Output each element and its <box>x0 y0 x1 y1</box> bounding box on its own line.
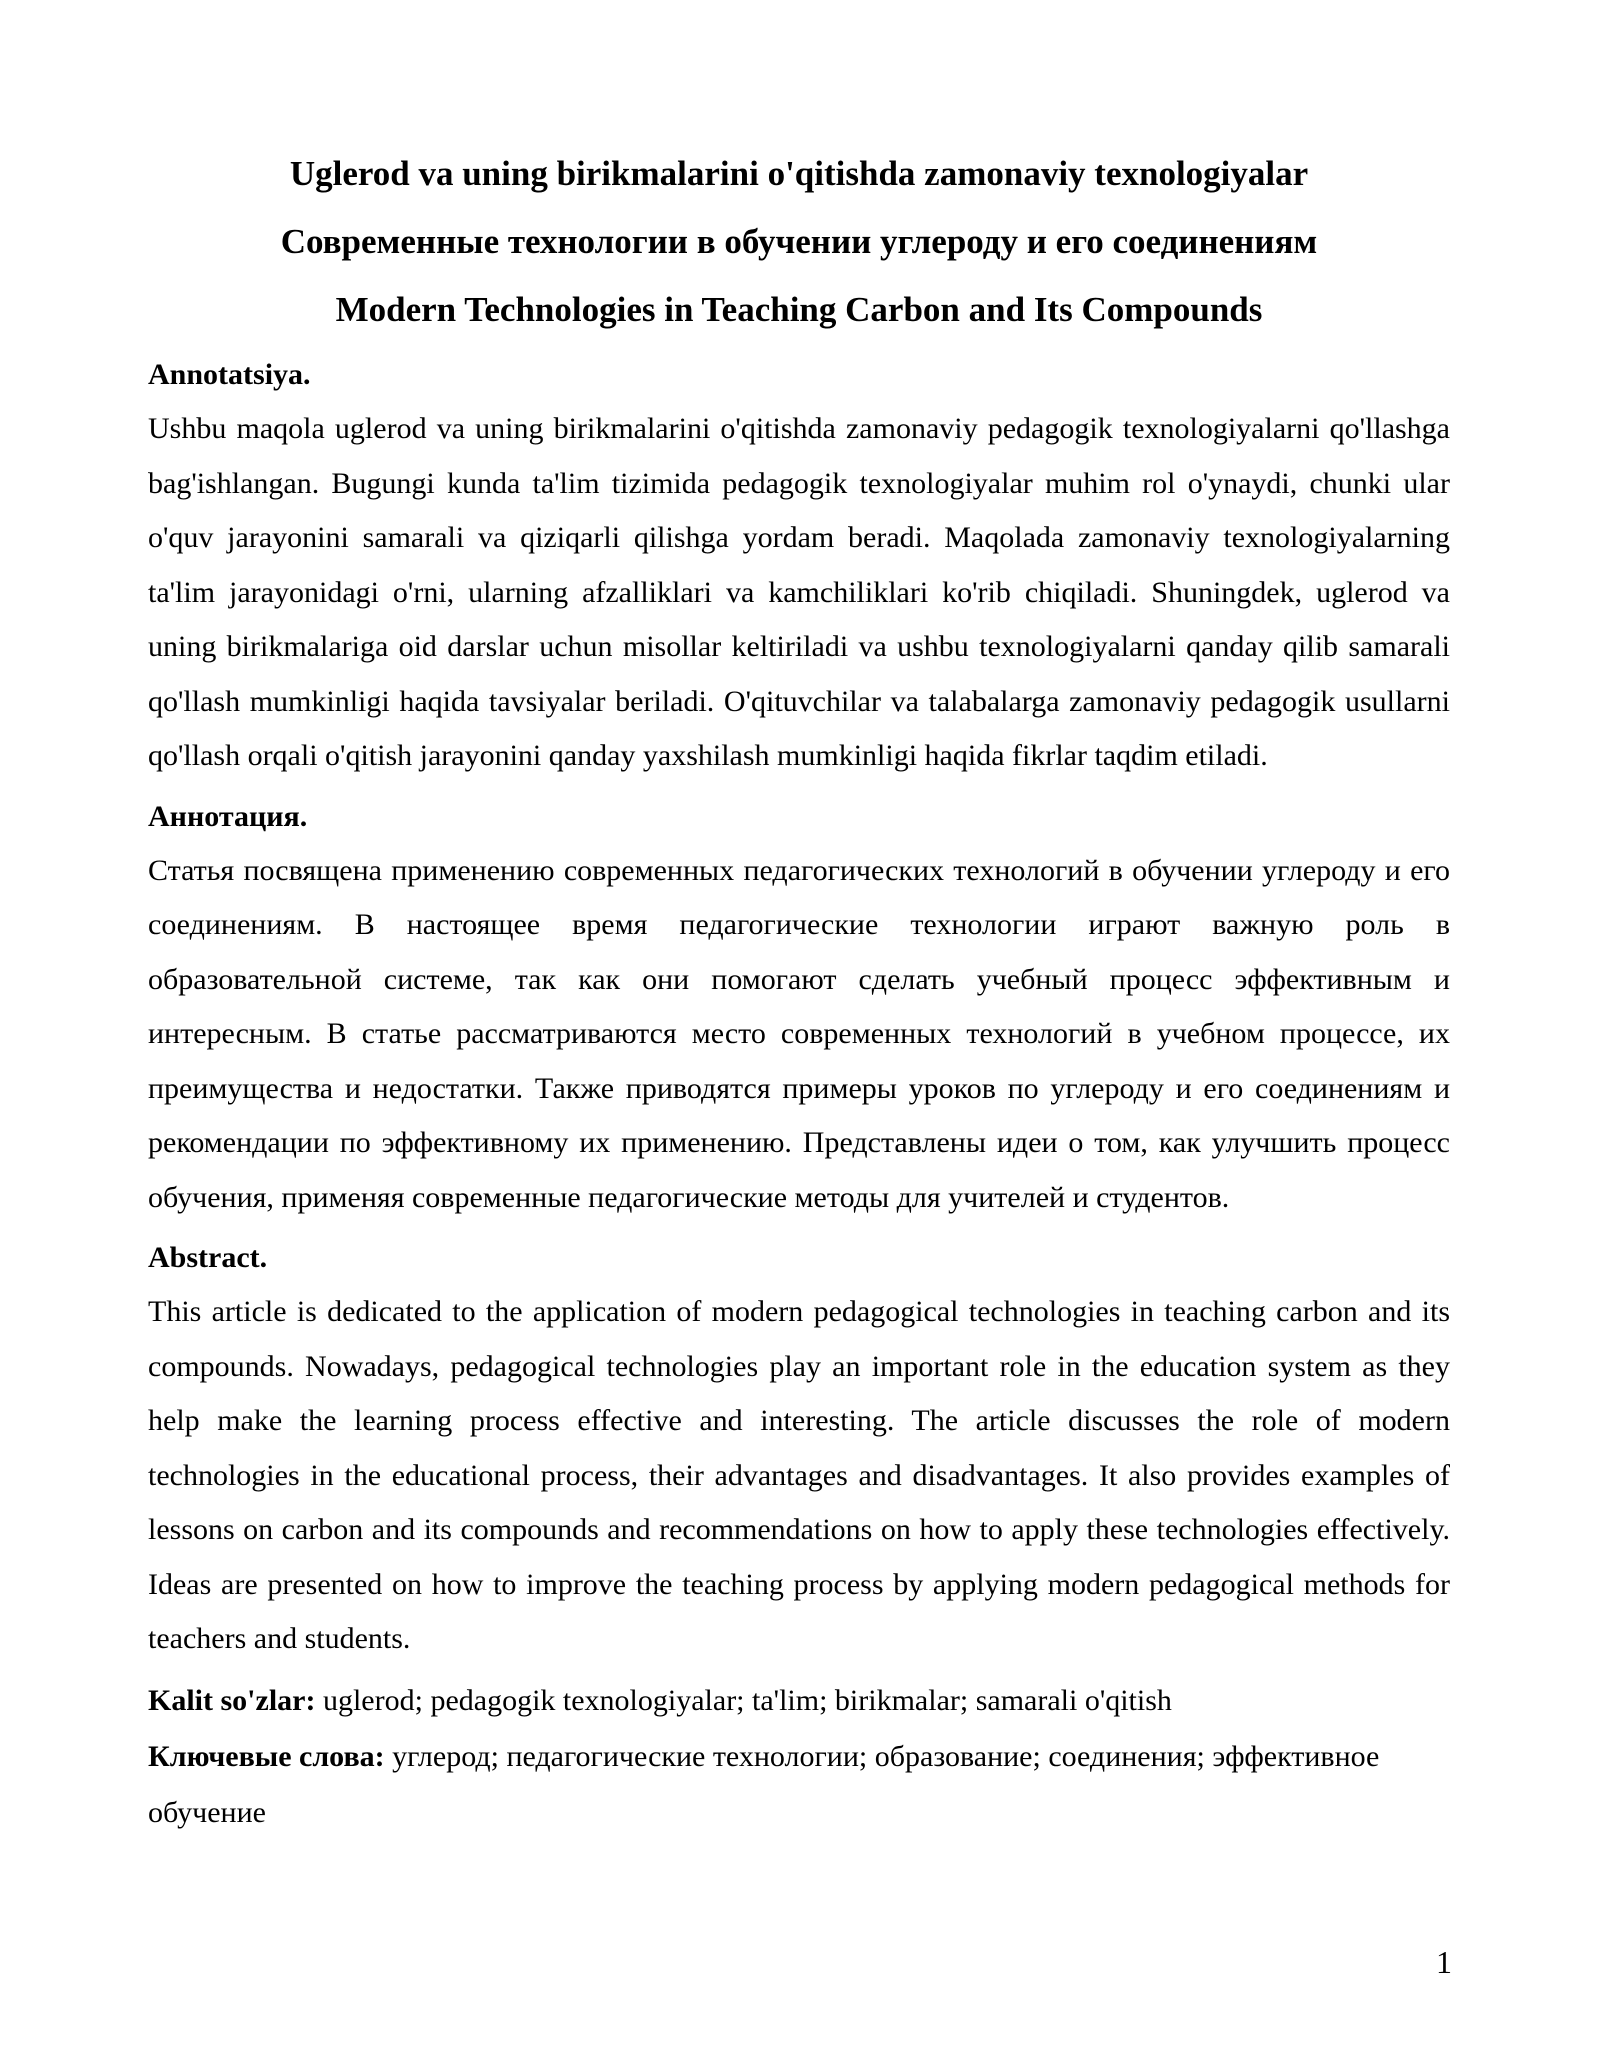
title-uzbek: Uglerod va uning birikmalarini o'qitishda zamonaviy texnologiyalar <box>289 154 1309 193</box>
title-english: Modern Technologies in Teaching Carbon and Its Compounds <box>335 290 1263 329</box>
keywords-ru-text: углерод; педагогические технологии; образование; соединения; эффективное обучение <box>148 1739 1380 1829</box>
abstract-ru-heading: Аннотация. <box>148 799 308 833</box>
keywords-uz <box>148 1673 1450 1729</box>
document-body <box>148 348 1450 1841</box>
title-block <box>148 140 1450 344</box>
abstract-uz-heading: Annotatsiya. <box>148 358 311 391</box>
abstract-en-text: This article is dedicated to the application of modern pedagogical technologies in teaching carbon and its compounds. Nowadays, pedagogical technologies play an important role in the education system as they help make the learning process effective and interesting. The article discusses the role of modern technologies in the educational process, their advantages and disadvantages. It also provides examples of lessons on carbon and its compounds and recommendations on how to apply these technologies effectively. Ideas are presented on how to improve the teaching process by applying modern pedagogical methods for teachers and students. <box>148 1295 1450 1655</box>
keywords-uz-text: uglerod; pedagogik texnologiyalar; ta'lim; birikmalar; samarali o'qitish <box>315 1683 1172 1717</box>
title-russian: Современные технологии в обучении углероду и его соединениям <box>280 222 1318 261</box>
keywords-uz-label: Kalit so'zlar: <box>148 1683 316 1717</box>
abstract-uz-text: Ushbu maqola uglerod va uning birikmalarini o'qitishda zamonaviy pedagogik texnologiyalarni qo'llashga bag'ishlangan. Bugungi kunda ta'lim tizimida pedagogik texnologiyalar muhim rol o'ynaydi, chunki ular o'quv jarayonini samarali va qiziqarli qilishga yordam beradi. Maqolada zamonaviy texnologiyalarning ta'lim jarayonidagi o'rni, ularning afzalliklari va kamchiliklari ko'rib chiqiladi. Shuningdek, uglerod va uning birikmalariga oid darslar uchun misollar keltiriladi va ushbu texnologiyalarni qanday qilib samarali qo'llash mumkinligi haqida tavsiyalar beriladi. O'qituvchilar va talabalarga zamonaviy pedagogik usullarni qo'llash orqali o'qitish jarayonini qanday yaxshilash mumkinligi haqida fikrlar taqdim etiladi. <box>148 412 1450 772</box>
abstract-ru-text: Статья посвящена применению современных педагогических технологий в обучении углероду и его соединениям. В настоящее время педагогические технологии играют важную роль в образовательной системе, так как они помогают сделать учебный процесс эффективным и интересным. В статье рассматриваются место современных технологий в учебном процессе, их преимущества и недостатки. Также приводятся примеры уроков по углероду и его соединениям и рекомендации по эффективному их применению. Представлены идеи о том, как улучшить процесс обучения, применяя современные педагогические методы для учителей и студентов. <box>148 853 1450 1214</box>
keywords-ru-label: Ключевые слова: <box>148 1739 385 1773</box>
page-number: 1 <box>1436 1944 1452 1980</box>
abstract-en-heading: Abstract. <box>148 1241 268 1274</box>
keywords-ru <box>148 1729 1450 1841</box>
